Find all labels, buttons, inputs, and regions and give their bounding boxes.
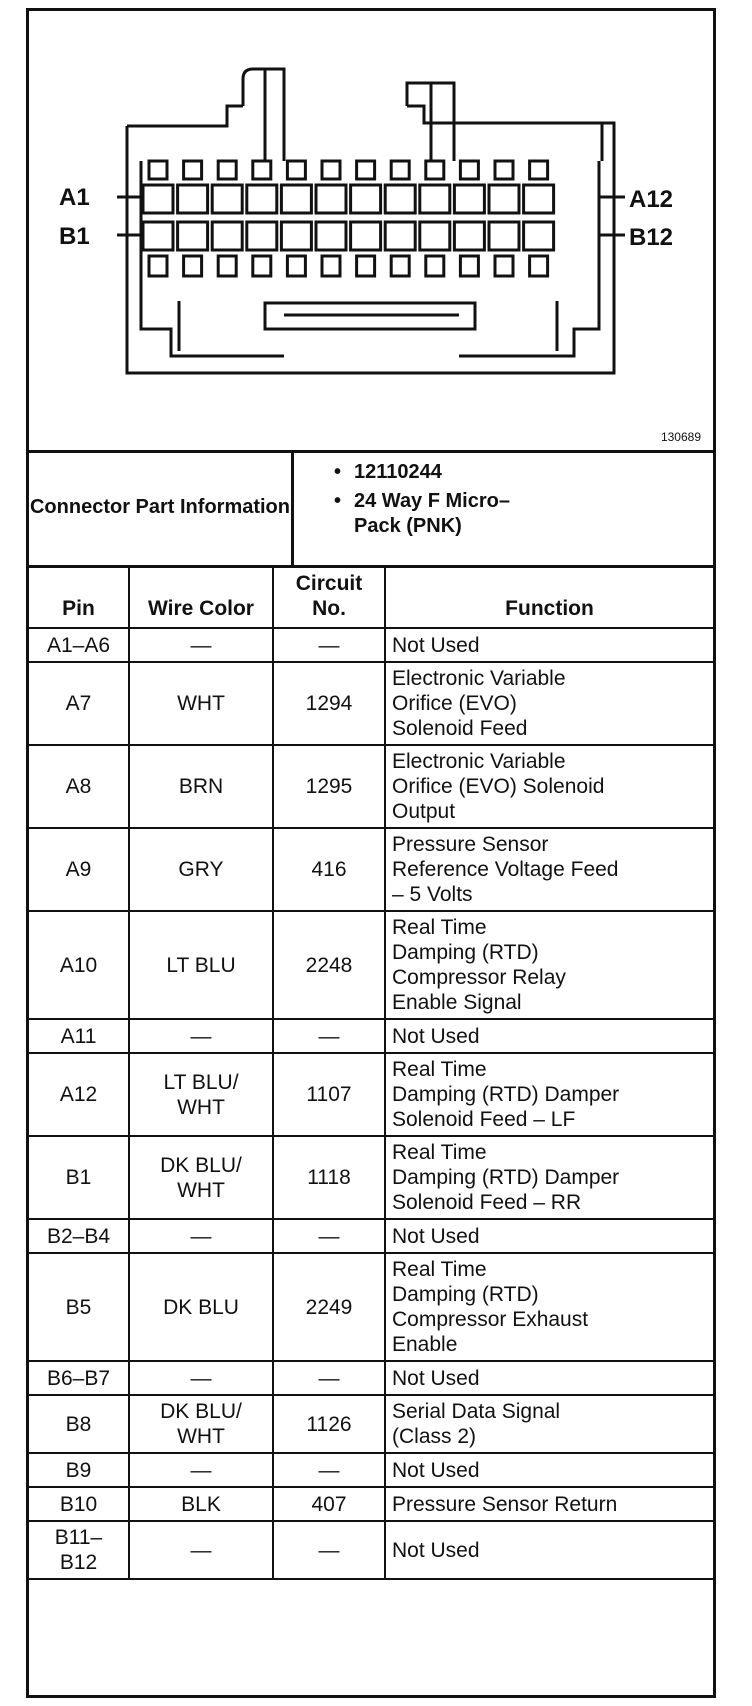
circuit-no-cell: 407: [273, 1487, 385, 1521]
table-row: [29, 662, 713, 745]
table-row: [29, 1521, 713, 1579]
table-row: [29, 1487, 713, 1521]
cavity-row-a: [316, 185, 346, 213]
wire-color-cell: BLK: [129, 1487, 273, 1521]
bullet-icon: •: [334, 461, 342, 483]
pin-cell: B1: [29, 1136, 129, 1219]
terminal-latch-bottom: [391, 256, 409, 276]
table-row: [29, 1053, 713, 1136]
terminal-latch-bottom: [287, 256, 305, 276]
circuit-no-cell: 1294: [273, 662, 385, 745]
header-function: Function: [385, 565, 713, 628]
cavity-row-b: [143, 222, 173, 250]
table-row: [29, 1395, 713, 1453]
terminal-latch-top: [322, 161, 340, 179]
circuit-no-cell: 2248: [273, 911, 385, 1019]
circuit-no-cell: —: [273, 628, 385, 662]
cavity-row-b: [178, 222, 208, 250]
cavity-row-a: [385, 185, 415, 213]
cavity-row-b: [385, 222, 415, 250]
circuit-no-cell: —: [273, 1219, 385, 1253]
connector-face-drawing: [29, 11, 713, 451]
function-cell: Pressure Sensor Return: [385, 1487, 713, 1521]
wire-color-cell: —: [129, 1453, 273, 1487]
wire-color-cell: DK BLU/ WHT: [129, 1395, 273, 1453]
pin-a12-label: A12: [629, 186, 674, 213]
wire-color-cell: LT BLU/ WHT: [129, 1053, 273, 1136]
cavity-row-b: [420, 222, 450, 250]
table-row: [29, 1219, 713, 1253]
function-cell: Not Used: [385, 1361, 713, 1395]
pin-cell: A8: [29, 745, 129, 828]
wire-color-cell: WHT: [129, 662, 273, 745]
function-cell: Real Time Damping (RTD) Damper Solenoid Feed – LF: [385, 1053, 713, 1136]
terminal-latch-bottom: [322, 256, 340, 276]
function-cell: Electronic Variable Orifice (EVO) Solenoid Feed: [385, 662, 713, 745]
pinout-table: [29, 565, 713, 1580]
cavity-row-b: [454, 222, 484, 250]
terminal-latch-top: [357, 161, 375, 179]
terminal-latch-top: [530, 161, 548, 179]
function-cell: Not Used: [385, 628, 713, 662]
pin-cell: B8: [29, 1395, 129, 1453]
pin-cell: A11: [29, 1019, 129, 1053]
cavity-row-a: [351, 185, 381, 213]
circuit-no-cell: —: [273, 1361, 385, 1395]
header-circuit-no: Circuit No.: [273, 565, 385, 628]
cavity-row-b: [351, 222, 381, 250]
terminal-latch-top: [391, 161, 409, 179]
connector-info-item: [334, 489, 713, 543]
cavity-row-a: [247, 185, 277, 213]
pin-cell: A10: [29, 911, 129, 1019]
terminal-latch-top: [149, 161, 167, 179]
circuit-no-cell: 1118: [273, 1136, 385, 1219]
connector-info-list: [294, 450, 713, 565]
pin-b12-label: B12: [629, 224, 674, 251]
wire-color-cell: —: [129, 1219, 273, 1253]
connector-info-heading: Connector Part Information: [29, 450, 294, 565]
pin-cell: A1–A6: [29, 628, 129, 662]
terminal-latch-top: [184, 161, 202, 179]
terminal-latch-bottom: [218, 256, 236, 276]
connector-sheet: [26, 8, 716, 1698]
circuit-no-cell: 1107: [273, 1053, 385, 1136]
table-row: [29, 745, 713, 828]
terminal-latch-bottom: [184, 256, 202, 276]
table-header-row: [29, 565, 713, 628]
circuit-no-cell: 416: [273, 828, 385, 911]
pin-cell: A12: [29, 1053, 129, 1136]
terminal-latch-top: [253, 161, 271, 179]
function-cell: Real Time Damping (RTD) Compressor Exhaust Enable: [385, 1253, 713, 1361]
connector-type: 24 Way F Micro– Pack (PNK): [354, 490, 510, 537]
function-cell: Not Used: [385, 1521, 713, 1579]
pin-cell: B10: [29, 1487, 129, 1521]
terminal-latch-top: [218, 161, 236, 179]
function-cell: Not Used: [385, 1219, 713, 1253]
circuit-no-cell: 2249: [273, 1253, 385, 1361]
function-cell: Pressure Sensor Reference Voltage Feed – 5 Volts: [385, 828, 713, 911]
bullet-icon: •: [334, 490, 342, 512]
table-row: [29, 911, 713, 1019]
terminal-latch-bottom: [253, 256, 271, 276]
cavity-row-b: [489, 222, 519, 250]
circuit-no-cell: —: [273, 1453, 385, 1487]
pin-cell: B11– B12: [29, 1521, 129, 1579]
table-row: [29, 828, 713, 911]
function-cell: Real Time Damping (RTD) Damper Solenoid Feed – RR: [385, 1136, 713, 1219]
connector-info-item: [334, 460, 713, 489]
wire-color-cell: —: [129, 1361, 273, 1395]
part-number: 12110244: [354, 461, 442, 483]
function-cell: Electronic Variable Orifice (EVO) Solenoid Output: [385, 745, 713, 828]
table-row: [29, 1361, 713, 1395]
cavity-row-b: [247, 222, 277, 250]
terminal-latch-bottom: [149, 256, 167, 276]
table-row: [29, 1253, 713, 1361]
cavity-row-b: [524, 222, 554, 250]
terminal-latch-bottom: [460, 256, 478, 276]
cavity-row-a: [454, 185, 484, 213]
table-row: [29, 628, 713, 662]
function-cell: Not Used: [385, 1453, 713, 1487]
terminal-latch-top: [460, 161, 478, 179]
terminal-latch-top: [426, 161, 444, 179]
wire-color-cell: LT BLU: [129, 911, 273, 1019]
table-row: [29, 1136, 713, 1219]
cavity-row-b: [316, 222, 346, 250]
pin-cell: B5: [29, 1253, 129, 1361]
terminal-latch-top: [495, 161, 513, 179]
figure-id: 130689: [660, 430, 701, 444]
table-row: [29, 1019, 713, 1053]
cavity-row-a: [489, 185, 519, 213]
pin-cell: B6–B7: [29, 1361, 129, 1395]
wire-color-cell: —: [129, 1019, 273, 1053]
pin-a1-label: A1: [59, 184, 90, 211]
wire-color-cell: DK BLU/ WHT: [129, 1136, 273, 1219]
cavity-row-a: [178, 185, 208, 213]
terminal-latch-bottom: [357, 256, 375, 276]
wire-color-cell: —: [129, 1521, 273, 1579]
pin-b1-label: B1: [59, 223, 90, 250]
circuit-no-cell: —: [273, 1521, 385, 1579]
header-pin: Pin: [29, 565, 129, 628]
pin-cell: A9: [29, 828, 129, 911]
connector-diagram: [29, 11, 713, 453]
terminal-latch-bottom: [426, 256, 444, 276]
wire-color-cell: —: [129, 628, 273, 662]
cavity-row-a: [143, 185, 173, 213]
circuit-no-cell: 1295: [273, 745, 385, 828]
function-cell: Real Time Damping (RTD) Compressor Relay Enable Signal: [385, 911, 713, 1019]
pin-cell: B2–B4: [29, 1219, 129, 1253]
terminal-latch-top: [287, 161, 305, 179]
cavity-row-a: [281, 185, 311, 213]
circuit-no-cell: 1126: [273, 1395, 385, 1453]
function-cell: Not Used: [385, 1019, 713, 1053]
table-row: [29, 1453, 713, 1487]
wire-color-cell: DK BLU: [129, 1253, 273, 1361]
header-wire-color: Wire Color: [129, 565, 273, 628]
terminal-latch-bottom: [530, 256, 548, 276]
cavity-row-a: [524, 185, 554, 213]
cavity-row-b: [281, 222, 311, 250]
pin-cell: A7: [29, 662, 129, 745]
terminal-latch-bottom: [495, 256, 513, 276]
cavity-row-a: [420, 185, 450, 213]
function-cell: Serial Data Signal (Class 2): [385, 1395, 713, 1453]
pin-cell: B9: [29, 1453, 129, 1487]
circuit-no-cell: —: [273, 1019, 385, 1053]
cavity-row-b: [212, 222, 242, 250]
wire-color-cell: GRY: [129, 828, 273, 911]
cavity-row-a: [212, 185, 242, 213]
wire-color-cell: BRN: [129, 745, 273, 828]
connector-part-info: [29, 450, 713, 568]
